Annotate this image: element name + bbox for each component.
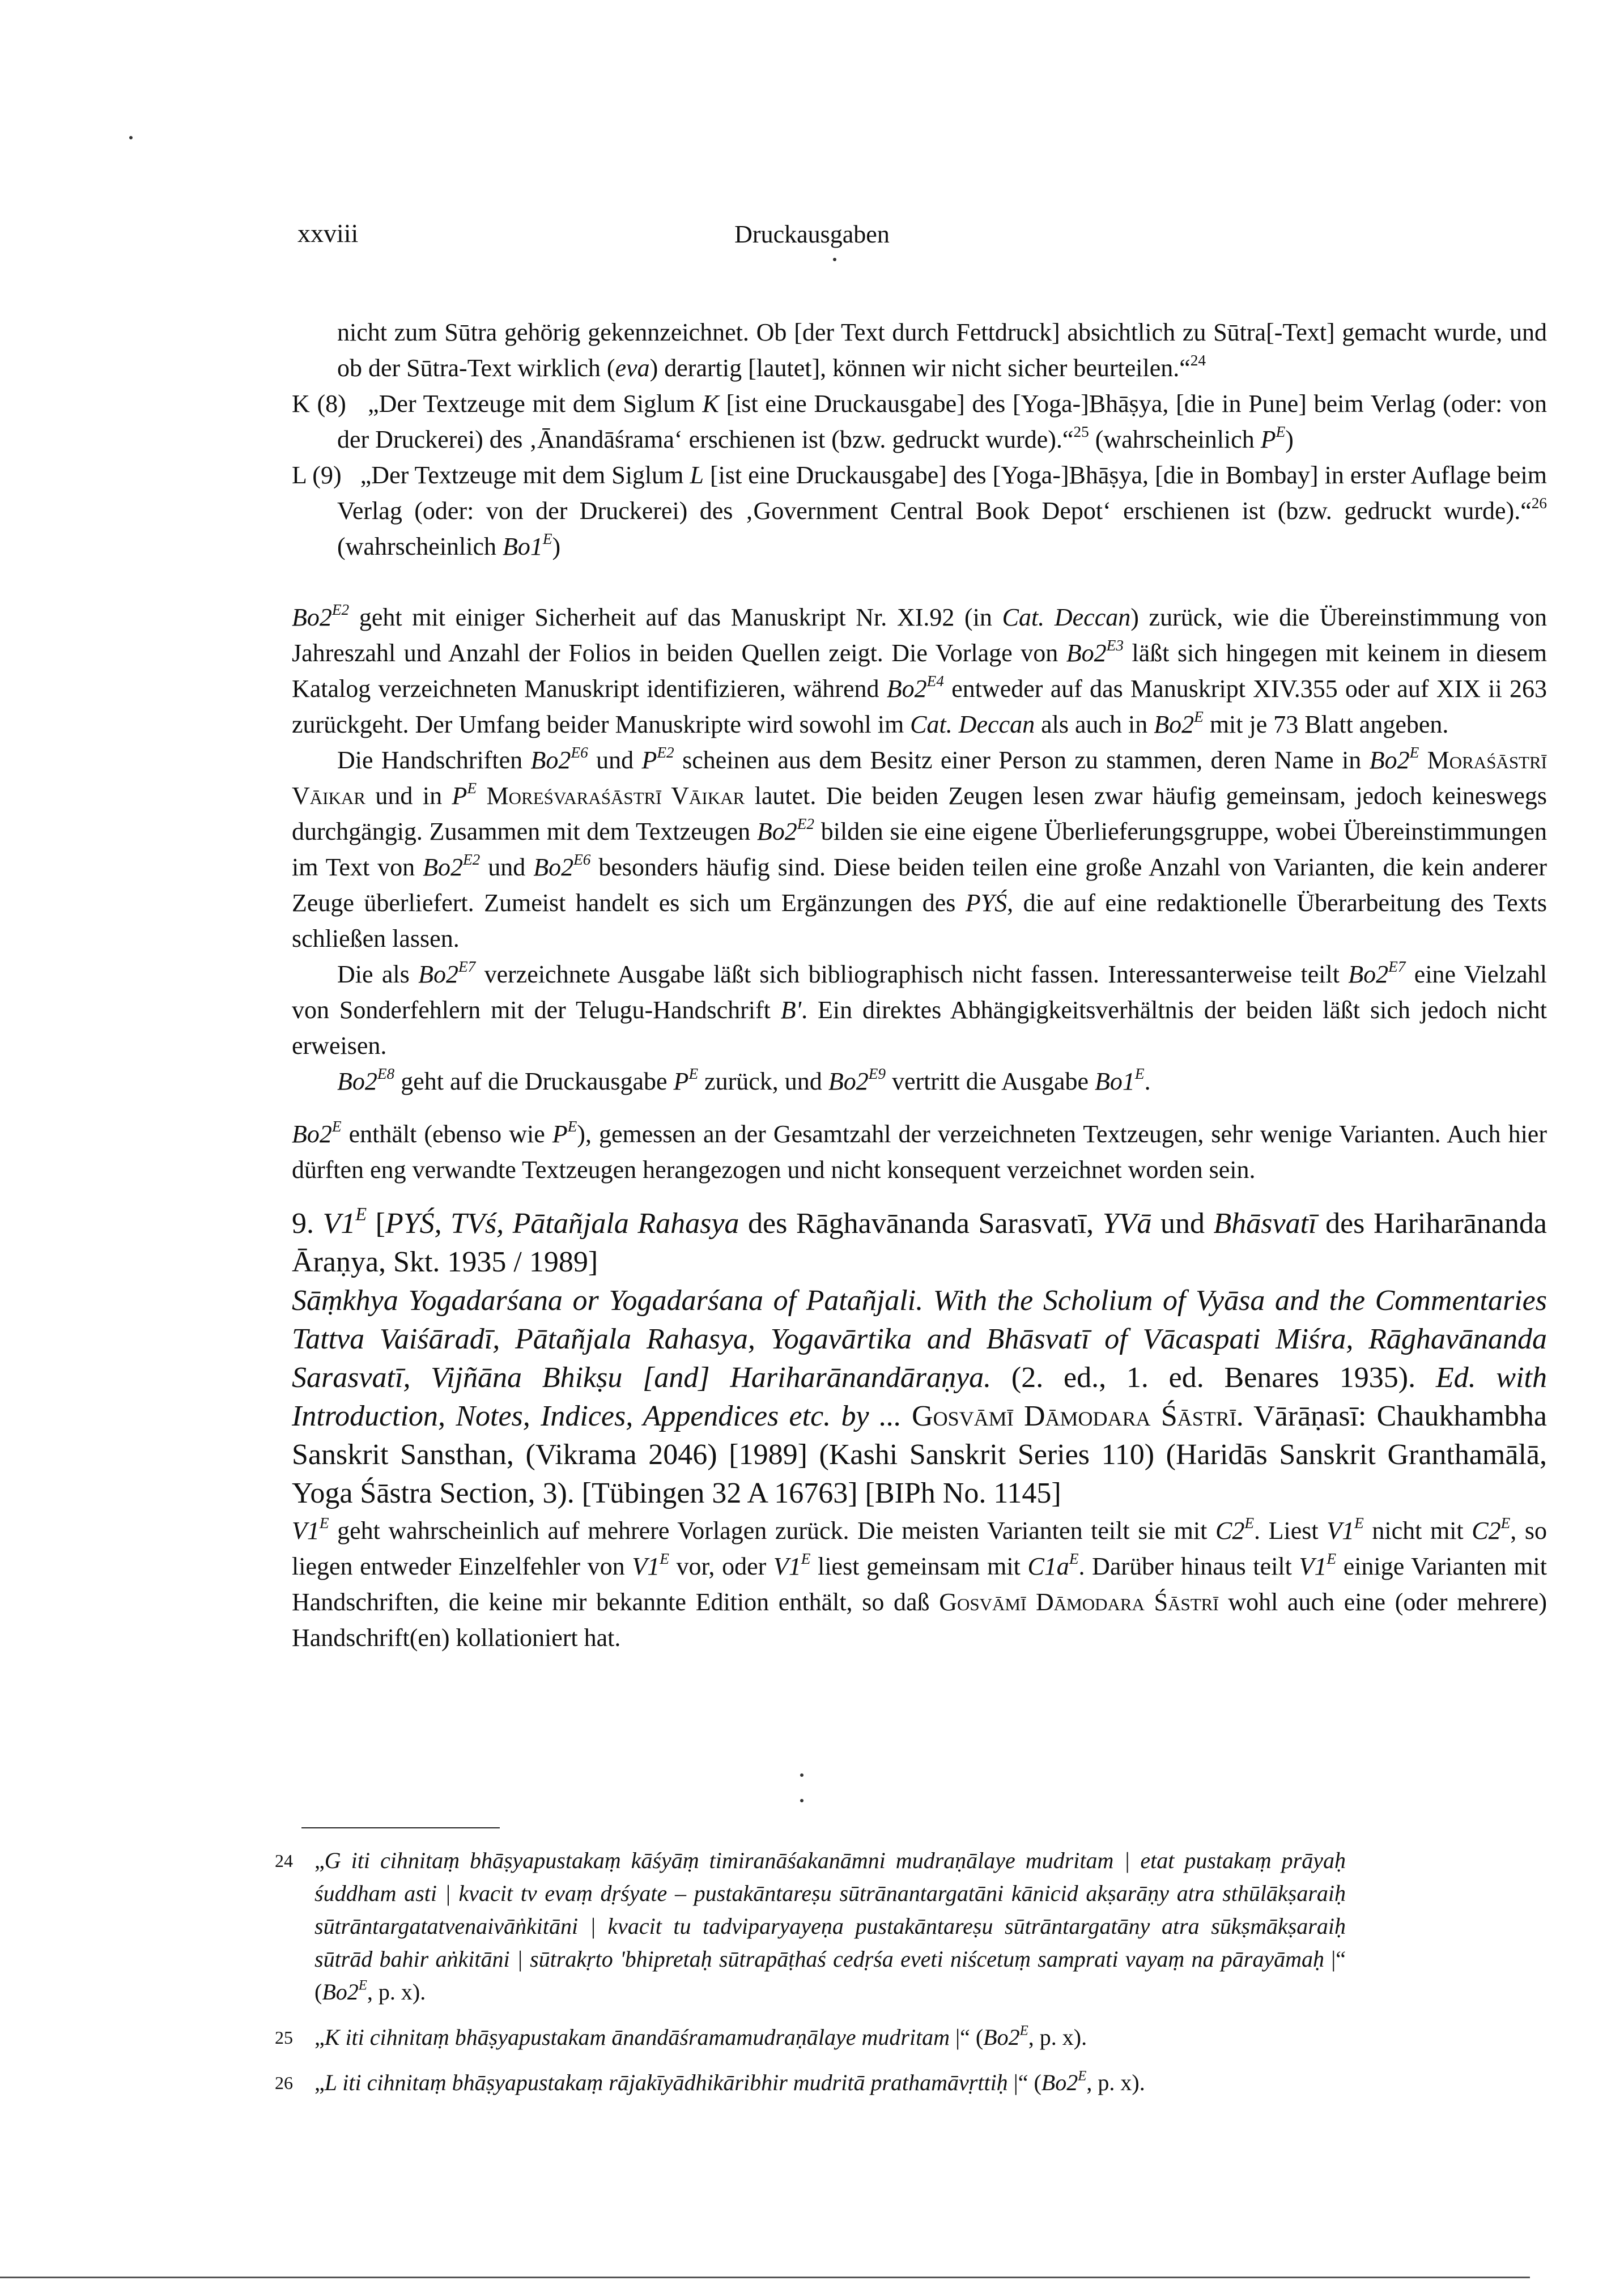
footnote-number: 25 [275,2027,293,2048]
footnote-rule [301,1827,500,1828]
scan-speck [800,1799,804,1802]
bibliographic-entry: Sāṃkhya Yogadarśana or Yogadarśana of Patañjali. With the Scholium of Vyāsa and the Commentaries Tattva Vaiśāradī, Pātañjala Rahasya, Yogavārtika and Bhāsvatī of Vācaspati Miśra, Rāghavānanda Sarasvatī, Vijñāna Bhikṣu [and] Hariharānandāraṇya. (2. ed., 1. ed. Benares 1935). Ed. with Introduction, Notes, Indices, Appendices etc. by ... Gosvāmī Dāmodara Śāstrī. Vārāṇasī: Chaukhambha Sanskrit Sansthan, (Vikrama 2046) [1989] (Kashi Sanskrit Series 110) (Haridās Sanskrit Granthamālā, Yoga Śāstra Section, 3). [Tübingen 32 A 16763] [BIPh No. 1145] [292,1284,1548,1509]
page-number: xxviii [297,219,359,248]
section-9 [292,1205,1547,1513]
footnote-number: 26 [275,2073,293,2093]
footnote: 25 „K iti cihnitaṃ bhāṣyapustakam ānandāśramamudraṇālaye mudritam |“ ($Bo2^E$, p. x). [275,2021,1346,2054]
running-title: Druckausgaben [734,220,890,248]
scan-speck [129,136,133,139]
footnotes [275,1844,1346,2112]
siglum-entry-L: L (9) „Der Textzeuge mit dem Siglum L [ist eine Druckausgabe] des [Yoga-]Bhāṣya, [die in Bombay] in erster Auflage beim Verlag (oder: von der Druckerei) des ‚Government Central Book Depot‘ erschienen ist (bzw. gedruckt wurde).“$^{26}$ (wahrscheinlich $Bo1^E$) [292,461,1547,560]
paragraph-v1e: $V1^E$ geht wahrscheinlich auf mehrere Vorlagen zurück. Die meisten Varianten teilt sie mit $C2^E$. Liest $V1^E$ nicht mit $C2^E$, so liegen entweder Einzelfehler von $V1^E$ vor, oder $V1^E$ liest gemeinsam mit $C1a^E$. Darüber hinaus teilt $V1^E$ einige Varianten mit Handschriften, die keine mir bekannte Edition enthält, so daß Gosvāmī Dāmodara Śāstrī wohl auch eine (oder mehrere) Handschrift(en) kollationiert hat. [292,1514,1547,1652]
siglum-entry-K: K (8) „Der Textzeuge mit dem Siglum K [ist eine Druckausgabe] des [Yoga-]Bhāṣya, [die in Pune] beim Verlag (oder: von der Druckerei) des ‚Ānandāśrama‘ erschienen ist (bzw. gedruckt wurde).“$^{25}$ (wahrscheinlich $P^E$) [292,390,1547,453]
scan-edge-line [0,2277,1530,2278]
footnote: 24 „G iti cihnitaṃ bhāṣyapustakaṃ kāśyāṃ timiranāśakanāmni mudraṇālaye mudritam | etat pustakaṃ prāyaḥ śuddham asti | kvacit tv evaṃ dṛśyate – pustakāntareṣu sūtrānantargatāni kānicid akṣarāṇy atra sthūlākṣaraiḥ sūtrāntargatatvenaivāṅkitāni | kvacit tu tadviparyayeṇa pustakāntareṣu sūtrāntargatāny atra sūkṣmākṣaraiḥ sūtrād bahir aṅkitāni | sūtrakṛto 'bhipretaḥ sūtrapāṭhaś cedṛśa eveti niścetuṃ samprati vayaṃ na pārayāmaḥ |“ ($Bo2^E$, p. x). [275,1844,1346,2009]
main-text [292,314,1547,1656]
footnote: 26 „L iti cihnitaṃ bhāṣyapustakaṃ rājakīyādhikāribhir mudritā prathamāvṛttiḥ |“ ($Bo2^E$, p. x). [275,2066,1346,2099]
section-heading: 9. $V1^E$ [PYŚ, TVś, Pātañjala Rahasya des Rāghavānanda Sarasvatī, YVā und Bhāsvatī des Hariharānanda Āraṇya, Skt. 1935 / 1989] [292,1203,1548,1278]
paragraph-bo2-e8: $Bo2^{E8}$ geht auf die Druckausgabe $P^E$ zurück, und $Bo2^{E9}$ vertritt die Ausgabe $Bo1^E$. [337,1065,1151,1095]
paragraph-continuation: nicht zum Sūtra gehörig gekennzeichnet. Ob [der Text durch Fettdruck] absichtlich zu Sūtra[-Text] gemacht wurde, und ob der Sūtra-Text wirklich (eva) derartig [lautet], können wir nicht sicher beurteilen.“$^{24}$ [337,318,1547,382]
paragraph-bo2-e: $Bo2^E$ enthält (ebenso wie $P^E$), gemessen an der Gesamtzahl der verzeichneten Textzeugen, sehr wenige Varianten. Auch hier dürften eng verwandte Textzeugen herangezogen und nicht konsequent verzeichnet worden sein. [292,1117,1547,1184]
footnote-number: 24 [275,1850,293,1871]
scan-speck [800,1773,804,1777]
paragraph-bo2-e2: $Bo2^{E2}$ geht mit einiger Sicherheit auf das Manuskript Nr. XI.92 (in Cat. Deccan) zurück, wie die Übereinstimmung von Jahreszahl und Anzahl der Folios in beiden Quellen zeigt. Die Vorlage von $Bo2^{E3}$ läßt sich hingegen mit keinem in diesem Katalog verzeichneten Manuskript identifizieren, während $Bo2^{E4}$ entweder auf das Manuskript XIV.355 oder auf XIX ii 263 zurückgeht. Der Umfang beider Manuskripte wird sowohl im Cat. Deccan als auch in $Bo2^E$ mit je 73 Blatt angeben. [292,601,1547,738]
scan-speck [833,258,836,261]
paragraph-bo2-e7: Die als $Bo2^{E7}$ verzeichnete Ausgabe läßt sich bibliographisch nicht fassen. Interessanterweise teilt $Bo2^{E7}$ eine Vielzahl von Sonderfehlern mit der Telugu-Handschrift B'. Ein direktes Abhängigkeitsverhältnis der beiden läßt sich jedoch nicht erweisen. [292,958,1548,1060]
paragraph-handschriften: Die Handschriften $Bo2^{E6}$ und $P^{E2}$ scheinen aus dem Besitz einer Person zu stammen, deren Name in $Bo2^E$ Moraśāstrī Vāikar und in $P^E$ Moreśvaraśāstrī Vāikar lautet. Die beiden Zeugen lesen zwar häufig gemeinsam, jedoch keineswegs durchgängig. Zusammen mit dem Textzeugen $Bo2^{E2}$ bilden sie eine eigene Überlieferungsgruppe, wobei Übereinstimmungen im Text von $Bo2^{E2}$ und $Bo2^{E6}$ besonders häufig sind. Diese beiden teilen eine große Anzahl von Varianten, die kein anderer Zeuge überliefert. Zumeist handelt es sich um Ergänzungen des PYŚ, die auf eine redaktionelle Überarbeitung des Texts schließen lassen. [292,743,1548,952]
